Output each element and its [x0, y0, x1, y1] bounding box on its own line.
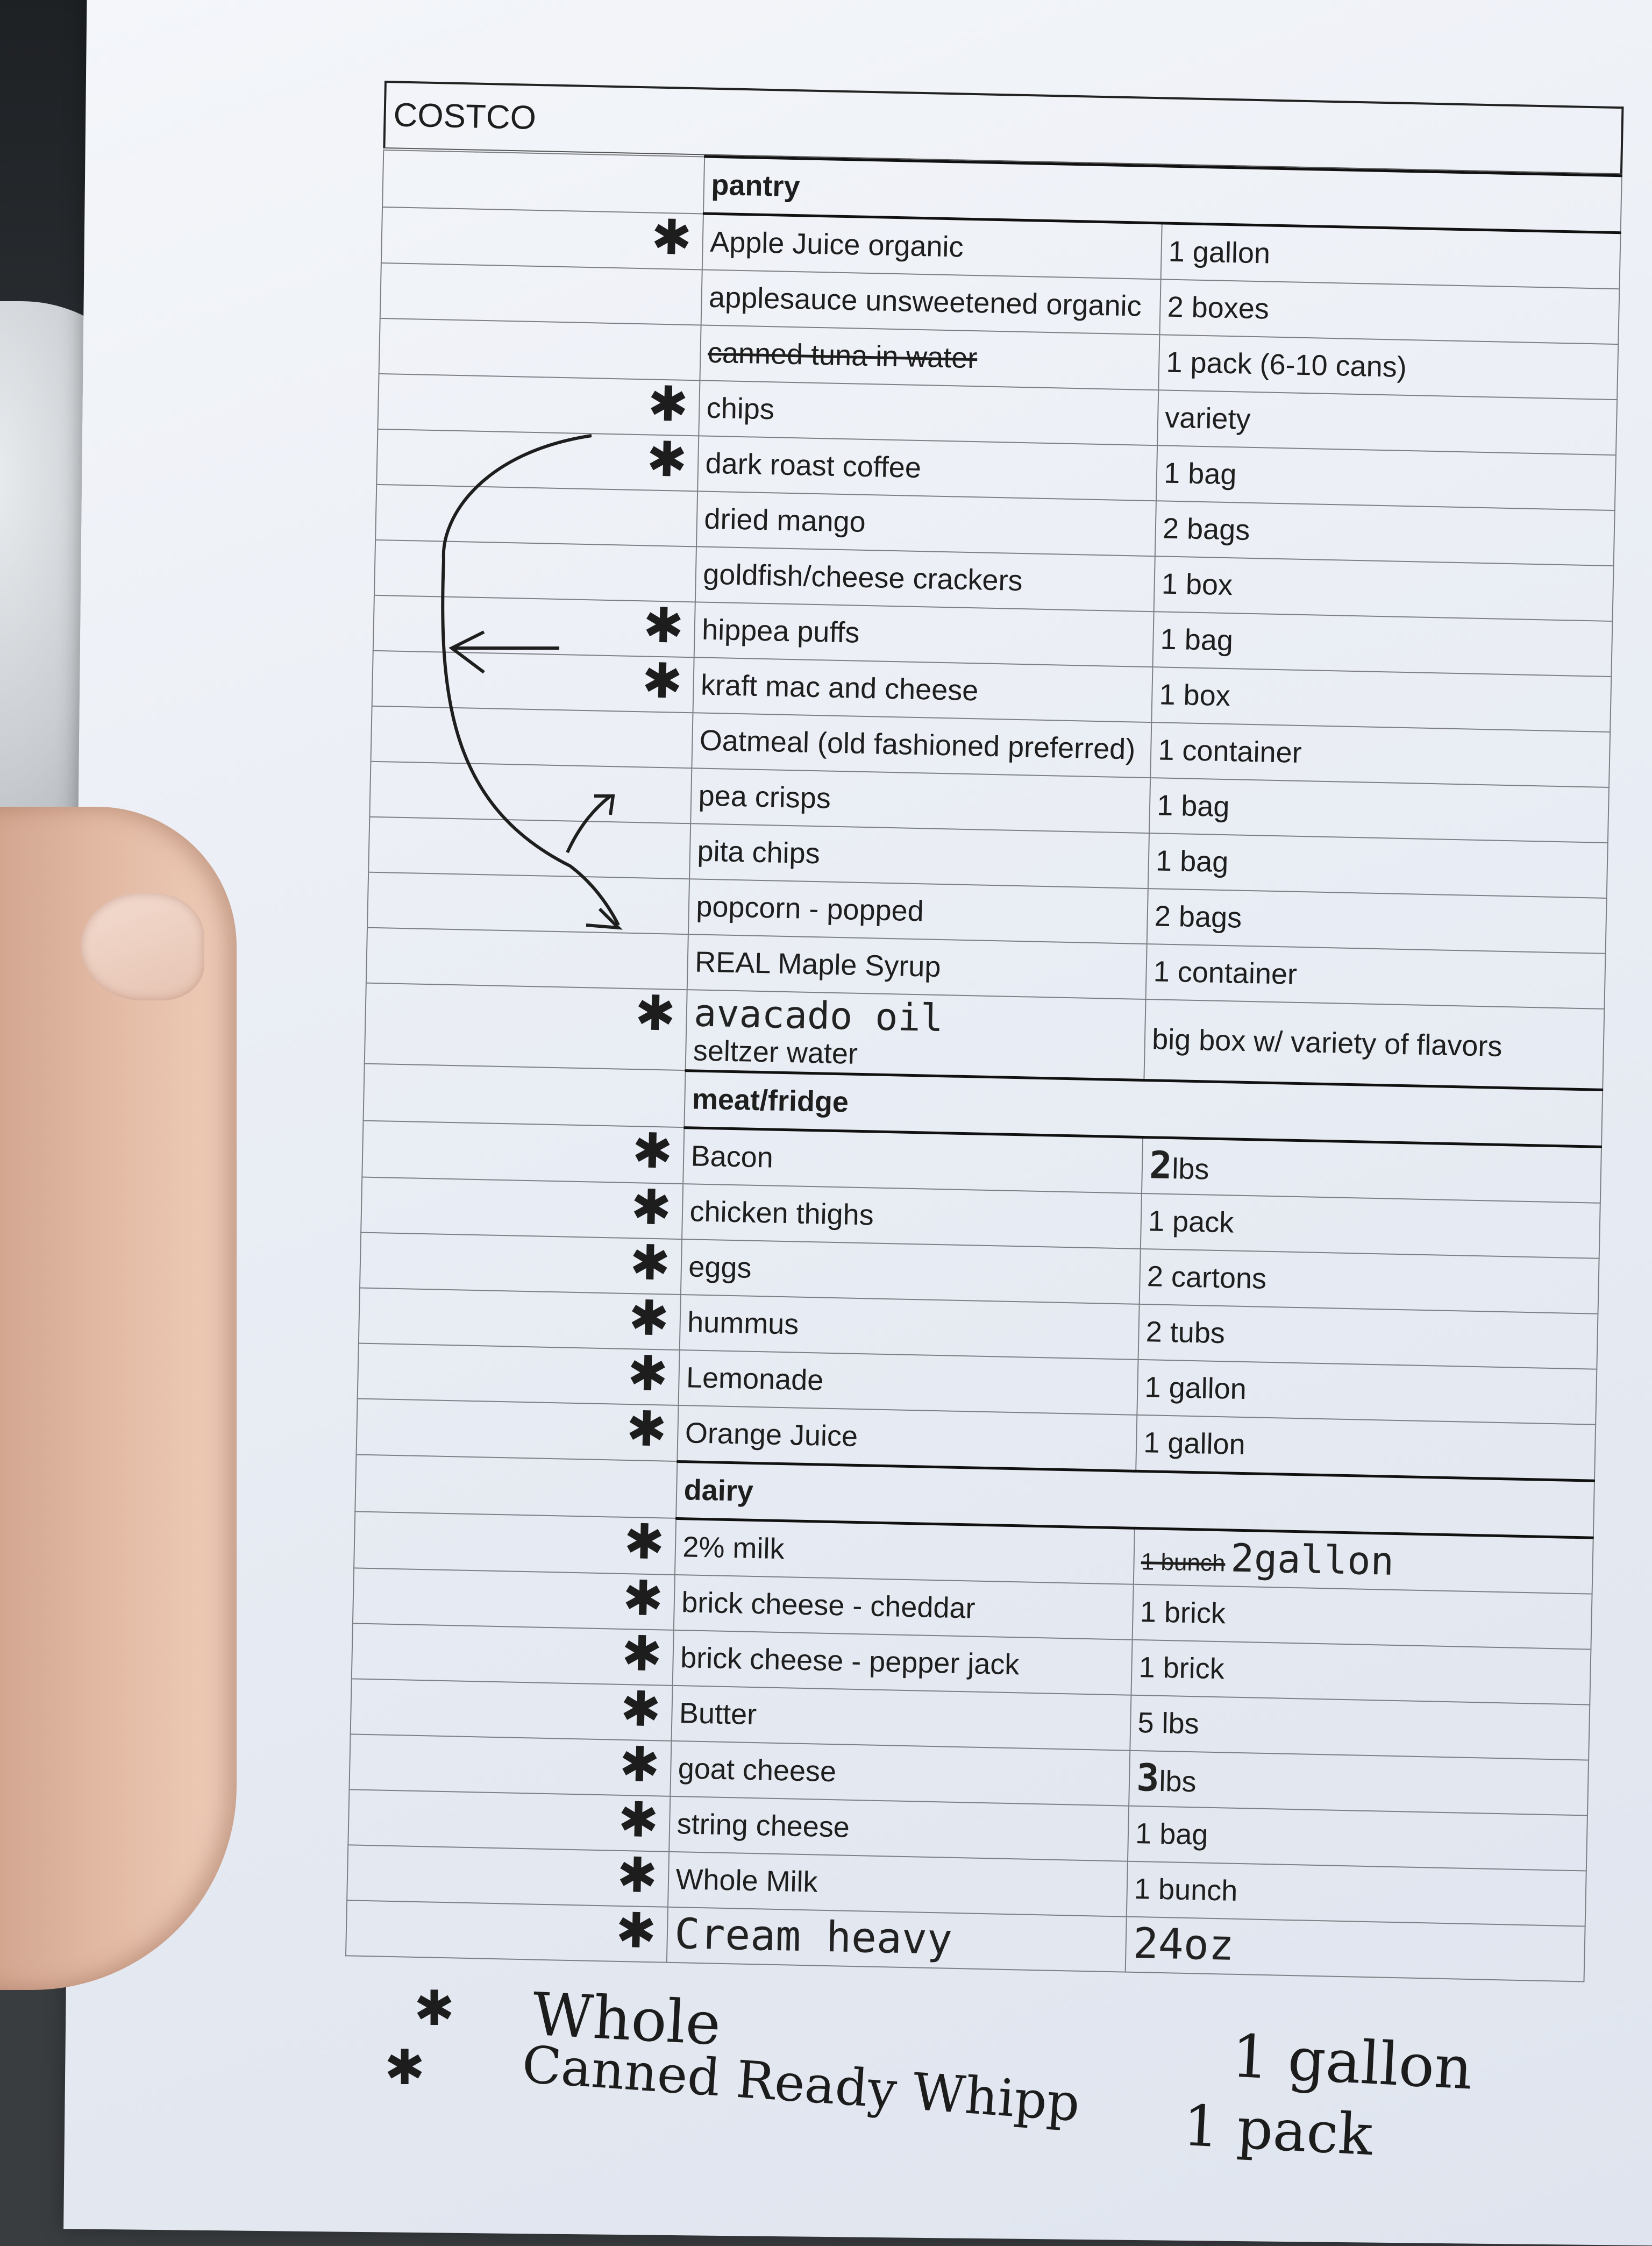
extra-qty-whipp: 1 pack — [1181, 2092, 1375, 2169]
mark-cell — [372, 651, 695, 713]
asterisk-icon: ✱ — [631, 1122, 674, 1180]
item-name: pita chips — [690, 823, 1150, 889]
item-name: Apple Juice organic — [702, 214, 1162, 279]
asterisk-icon: ✱ — [620, 1680, 662, 1738]
item-name: popcorn - popped — [688, 879, 1148, 944]
handwritten-number: 2 — [1149, 1143, 1173, 1188]
extra-item-whipp: Canned Ready Whipp — [520, 2035, 1082, 2134]
item-qty: 1 box — [1152, 667, 1612, 732]
mark-cell — [353, 1568, 675, 1630]
asterisk-icon: ✱ — [623, 1513, 665, 1571]
mark-cell — [382, 150, 705, 213]
mark-cell — [359, 1288, 681, 1349]
extra-item-whole: Whole — [530, 1979, 723, 2059]
item-qty: 1 bag — [1153, 612, 1613, 677]
item-qty: 1 bag — [1128, 1806, 1587, 1871]
item-qty: 1 gallon — [1161, 223, 1621, 289]
mark-cell — [352, 1623, 674, 1685]
mark-cell — [381, 207, 704, 269]
mark-cell — [354, 1511, 677, 1574]
item-name: Cream heavy — [667, 1907, 1127, 1972]
asterisk-icon: ✱ — [621, 1625, 663, 1682]
mark-cell — [363, 1064, 686, 1127]
item-qty — [1142, 1137, 1601, 1203]
asterisk-icon: ✱ — [617, 1791, 659, 1849]
handwritten-qty: 2gallon — [1230, 1535, 1394, 1584]
section-title: pantry — [703, 157, 1621, 233]
mark-cell — [349, 1734, 672, 1796]
extra-qty-whole: 1 gallon — [1229, 2021, 1475, 2103]
item-name: 2% milk — [675, 1518, 1135, 1584]
item-qty: 1 pack (6-10 cans) — [1159, 335, 1619, 400]
asterisk-icon: ✱ — [641, 652, 683, 710]
asterisk-icon: ✱ — [629, 1234, 671, 1292]
mark-cell — [347, 1845, 670, 1907]
mark-cell — [379, 318, 702, 380]
mark-cell — [376, 429, 699, 491]
item-name: Bacon — [683, 1127, 1143, 1193]
item-name: hippea puffs — [694, 602, 1154, 667]
list-title: COSTCO — [383, 81, 1623, 174]
item-qty: 2 bags — [1147, 889, 1607, 954]
qty-unit: lbs — [1158, 1765, 1197, 1799]
item-qty: 24oz — [1126, 1916, 1585, 1981]
mark-cell — [346, 1900, 668, 1962]
mark-cell — [366, 928, 689, 990]
handwritten-number: 3 — [1136, 1755, 1160, 1801]
item-qty: 1 brick — [1131, 1639, 1591, 1704]
asterisk-icon: ✱ — [616, 1846, 658, 1904]
mark-cell — [368, 817, 691, 879]
item-name: dried mango — [696, 491, 1156, 556]
item-qty: 1 bag — [1149, 778, 1609, 843]
mark-cell — [360, 1232, 682, 1294]
struck-qty: 1 bunch — [1141, 1548, 1226, 1577]
item-qty: 1 gallon — [1137, 1359, 1597, 1424]
mark-cell — [365, 983, 687, 1070]
item-name: Orange Juice — [678, 1405, 1137, 1470]
asterisk-icon: ✱ — [630, 1178, 672, 1236]
asterisk-icon: ✱ — [628, 1289, 670, 1347]
item-name: chicken thighs — [682, 1184, 1142, 1249]
asterisk-icon: ✱ — [634, 985, 677, 1042]
mark-cell — [361, 1177, 683, 1239]
section-title: meat/fridge — [685, 1070, 1603, 1147]
item-name: chips — [699, 380, 1159, 445]
mark-cell — [362, 1121, 685, 1184]
item-name: canned tuna in water — [700, 325, 1160, 390]
mark-cell — [380, 263, 703, 325]
mark-cell — [358, 1343, 680, 1405]
mark-cell — [374, 540, 697, 602]
item-qty: 1 container — [1150, 722, 1610, 787]
mark-cell — [351, 1679, 673, 1740]
item-qty: 1 bag — [1156, 445, 1616, 510]
mark-cell — [369, 762, 692, 823]
item-qty: 2 cartons — [1140, 1248, 1599, 1313]
asterisk-icon: ✱ — [646, 431, 688, 488]
item-name: brick cheese - cheddar — [674, 1574, 1134, 1639]
mark-cell — [378, 374, 700, 436]
item-qty: 5 lbs — [1130, 1695, 1590, 1760]
item-label: seltzer water — [693, 1034, 858, 1070]
handwritten-note: avacado oil — [693, 991, 944, 1041]
item-name: Whole Milk — [668, 1851, 1128, 1916]
shopping-list — [345, 81, 1624, 1982]
item-qty — [1129, 1750, 1589, 1815]
asterisk-icon: ✱ — [625, 1400, 668, 1458]
item-qty: 1 brick — [1133, 1584, 1592, 1649]
item-name: hummus — [680, 1295, 1140, 1360]
item-name: Lemonade — [679, 1350, 1138, 1415]
asterisk-icon: ✱ — [626, 1345, 669, 1403]
item-qty: 1 gallon — [1136, 1415, 1596, 1480]
mark-cell — [367, 872, 690, 934]
asterisk-icon: ✱ — [615, 1902, 657, 1959]
item-qty: 1 bunch — [1127, 1861, 1586, 1926]
asterisk-icon: ✱ — [622, 1569, 664, 1627]
item-name: goldfish/cheese crackers — [695, 546, 1155, 612]
asterisk-icon: ✱ — [642, 597, 685, 655]
mark-cell — [373, 595, 696, 657]
item-qty: variety — [1157, 390, 1617, 455]
item-name: Oatmeal (old fashioned preferred) — [692, 713, 1152, 778]
item-qty: 2 bags — [1155, 501, 1615, 566]
item-name: Butter — [672, 1685, 1131, 1750]
thumbnail-nail — [81, 893, 204, 1000]
item-name: dark roast coffee — [698, 436, 1158, 501]
item-qty: 2 boxes — [1160, 279, 1620, 344]
asterisk-icon: ✱ — [650, 208, 693, 266]
qty-unit: lbs — [1171, 1153, 1209, 1186]
item-qty: big box w/ variety of flavors — [1144, 999, 1605, 1090]
item-name: goat cheese — [671, 1740, 1130, 1806]
item-name: eggs — [681, 1239, 1141, 1304]
item-qty: 1 box — [1154, 556, 1614, 621]
asterisk-icon: ✱ — [647, 375, 689, 433]
asterisk-icon: ✱ — [384, 2039, 425, 2096]
item-qty: 1 bag — [1148, 833, 1608, 898]
mark-cell — [371, 706, 693, 768]
mark-cell — [375, 485, 698, 546]
asterisk-icon: ✱ — [618, 1736, 661, 1793]
list-table — [345, 148, 1622, 1982]
item-qty: 1 pack — [1141, 1193, 1600, 1258]
mark-cell — [348, 1789, 671, 1851]
mark-cell — [355, 1454, 678, 1518]
item-qty: 1 container — [1146, 944, 1606, 1009]
item-qty: 2 tubs — [1138, 1304, 1598, 1369]
item-name — [686, 990, 1146, 1080]
item-name: applesauce unsweetened organic — [701, 269, 1161, 335]
item-qty — [1134, 1528, 1593, 1594]
item-name: REAL Maple Syrup — [687, 934, 1147, 999]
item-name: brick cheese - pepper jack — [673, 1630, 1133, 1695]
mark-cell — [356, 1398, 679, 1461]
section-title: dairy — [677, 1461, 1594, 1538]
item-name: string cheese — [670, 1796, 1129, 1861]
asterisk-icon: ✱ — [414, 1980, 455, 2037]
item-name: kraft mac and cheese — [693, 657, 1153, 722]
item-name: pea crisps — [691, 768, 1151, 833]
